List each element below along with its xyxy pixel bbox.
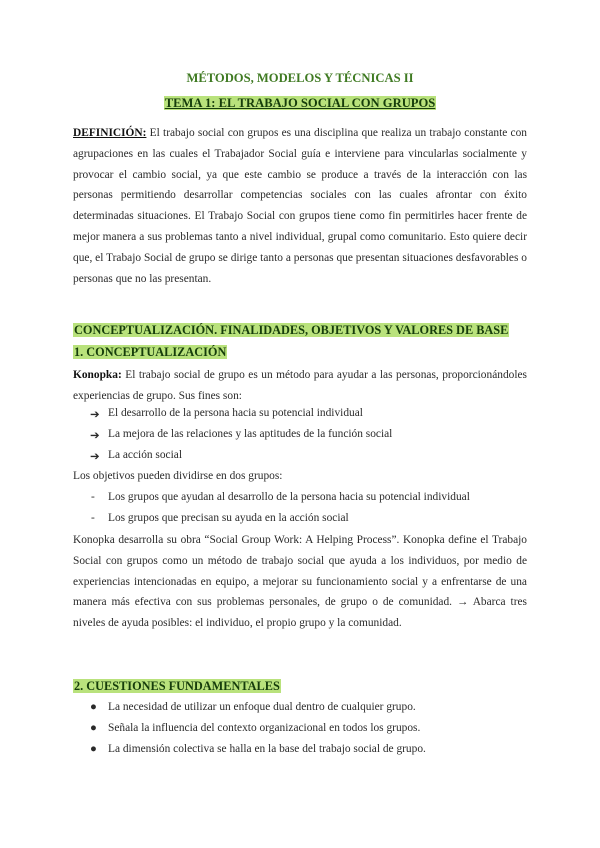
- topic-title: [0, 94, 600, 112]
- bullet-item: La dimensión colectiva se halla en la base del trabajo social de grupo.: [108, 743, 426, 755]
- section1-heading-text: 1. CONCEPTUALIZACIÓN: [74, 345, 227, 359]
- section1-heading: [73, 345, 527, 360]
- arrow-icon: ➔: [90, 430, 100, 442]
- konopka-label: Konopka:: [73, 369, 122, 381]
- arrow-icon: ➔: [90, 409, 100, 421]
- konopka-intro: [73, 365, 527, 407]
- section2-heading: [73, 679, 527, 694]
- definition-label: DEFINICIÓN:: [73, 127, 147, 139]
- konopka-intro-text: El trabajo social de grupo es un método para ayudar a las personas, proporcionándoles experiencias de grupo. Sus fines son:: [73, 369, 527, 402]
- aim-item: El desarrollo de la persona hacia su potencial individual: [108, 407, 363, 419]
- main-section-heading: [73, 323, 527, 338]
- bullet-item: Señala la influencia del contexto organizacional en todos los grupos.: [108, 722, 421, 734]
- objective-item: Los grupos que ayudan al desarrollo de la persona hacia su potencial individual: [108, 491, 470, 503]
- bullet-icon: ●: [90, 743, 97, 755]
- definition-text: El trabajo social con grupos es una disciplina que realiza un trabajo constante con agrupaciones en las cuales el Trabajador Social guía e interviene para vincularlas socialmente y provocar el cambio social, ya que este cambio se produce a través de la interacción con las personas permitiendo desarrollar competencias sociales con las cuales afrontar con éxito determinadas situaciones. El Trabajo Social con grupos tiene como fin permitirles hacer frente de mejor manera a sus problemas tanto a nivel individual, grupal como comunitario. Esto quiere decir que, el Trabajo Social de grupo se dirige tanto a personas que presentan situaciones desfavorables o personas que no las presentan.: [73, 127, 527, 285]
- aim-item: La acción social: [108, 449, 183, 461]
- section2-heading-text: 2. CUESTIONES FUNDAMENTALES: [74, 679, 280, 693]
- objective-item: Los grupos que precisan su ayuda en la acción social: [108, 512, 349, 524]
- main-section-heading-text: CONCEPTUALIZACIÓN. FINALIDADES, OBJETIVOS Y VALORES DE BASE: [74, 323, 509, 337]
- konopka-work-paragraph: Konopka desarrolla su obra “Social Group Work: A Helping Process”. Konopka define el Trabajo Social con grupos como un método de trabajo social que ayuda a los individuos, por medio de experiencias intencionadas en equipo, a mejorar su funcionamiento social y a enfrentarse de una manera más efectiva con sus problemas personales, de grupo o de comunidad. → Abarca tres niveles de ayuda posibles: el individuo, el propio grupo y la comunidad.: [73, 534, 527, 630]
- aim-item: La mejora de las relaciones y las aptitudes de la función social: [108, 428, 393, 440]
- bullet-item: La necesidad de utilizar un enfoque dual dentro de cualquier grupo.: [108, 701, 416, 713]
- dash-marker: -: [91, 491, 95, 503]
- topic-title-text: TEMA 1: EL TRABAJO SOCIAL CON GRUPOS: [164, 96, 436, 110]
- dash-marker: -: [91, 512, 95, 524]
- arrow-icon: ➔: [90, 451, 100, 463]
- objectives-intro: Los objetivos pueden dividirse en dos grupos:: [73, 470, 283, 482]
- bullet-icon: ●: [90, 722, 97, 734]
- definition-paragraph: [73, 123, 527, 289]
- course-title: MÉTODOS, MODELOS Y TÉCNICAS II: [186, 71, 414, 85]
- bullet-icon: ●: [90, 701, 97, 713]
